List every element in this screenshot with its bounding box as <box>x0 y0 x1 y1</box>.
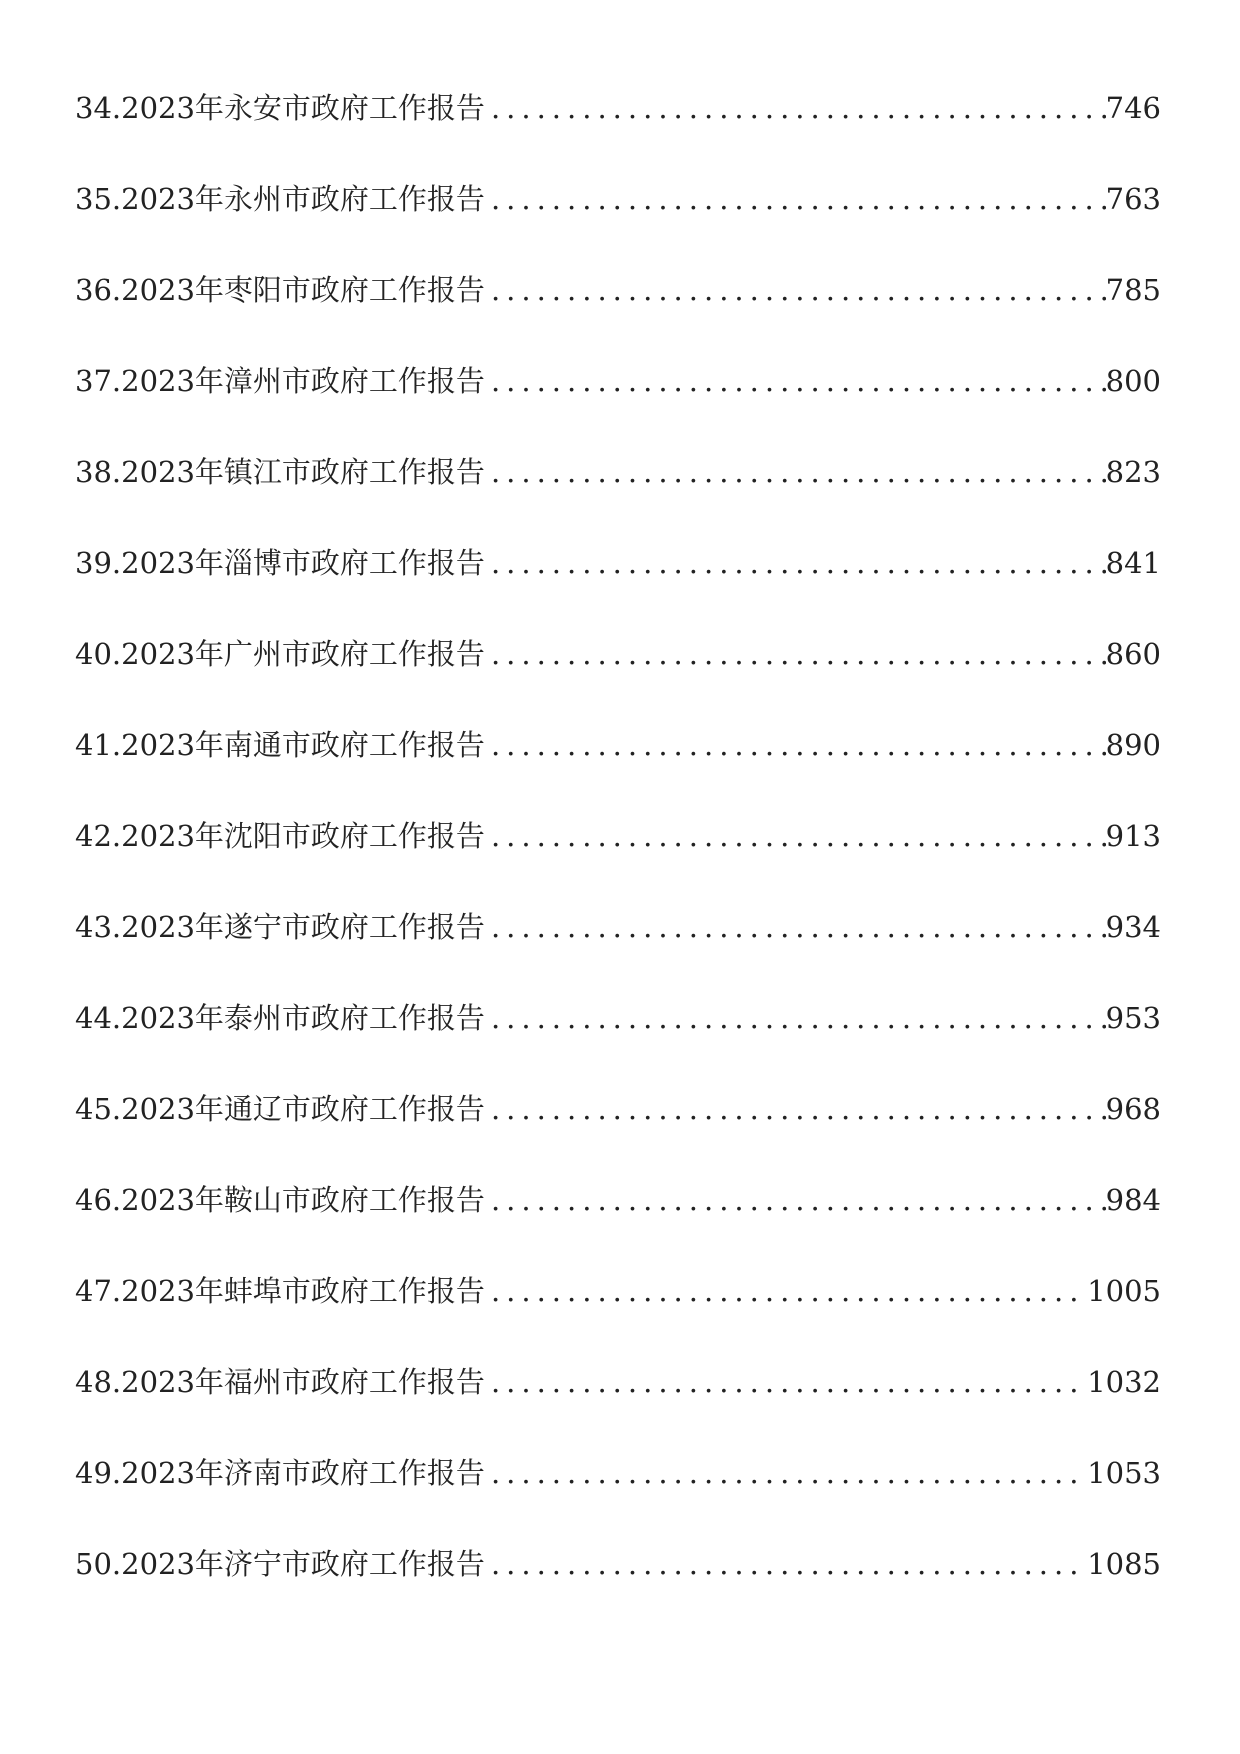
toc-entry-page-number: 968 <box>1105 1092 1161 1126</box>
toc-entry-46[interactable] <box>75 1178 1161 1269</box>
toc-dot-leader <box>485 728 1106 762</box>
toc-entry-49[interactable] <box>75 1451 1161 1542</box>
toc-entry-title: 50.2023年济宁市政府工作报告 <box>75 1547 485 1581</box>
toc-entry-41[interactable] <box>75 723 1161 814</box>
toc-entry-44[interactable] <box>75 996 1161 1087</box>
toc-entry-title: 44.2023年泰州市政府工作报告 <box>75 1001 485 1035</box>
toc-entry-47[interactable] <box>75 1269 1161 1360</box>
toc-entry-page-number: 934 <box>1105 910 1161 944</box>
toc-dot-leader <box>485 1001 1106 1035</box>
toc-entry-title: 35.2023年永州市政府工作报告 <box>75 182 485 216</box>
toc-dot-leader <box>485 1092 1106 1126</box>
toc-dot-leader <box>485 819 1106 853</box>
toc-entry-title: 46.2023年鞍山市政府工作报告 <box>75 1183 485 1217</box>
toc-entry-page-number: 913 <box>1105 819 1161 853</box>
toc-dot-leader <box>485 1274 1087 1308</box>
toc-entry-page-number: 984 <box>1105 1183 1161 1217</box>
toc-entry-34[interactable] <box>75 86 1161 177</box>
toc-entry-page-number: 746 <box>1105 91 1161 125</box>
toc-dot-leader <box>485 1547 1087 1581</box>
toc-dot-leader <box>485 546 1106 580</box>
toc-entry-title: 40.2023年广州市政府工作报告 <box>75 637 485 671</box>
toc-entry-title: 39.2023年淄博市政府工作报告 <box>75 546 485 580</box>
toc-entry-45[interactable] <box>75 1087 1161 1178</box>
toc-entry-39[interactable] <box>75 541 1161 632</box>
toc-entry-page-number: 763 <box>1105 182 1161 216</box>
toc-entry-title: 42.2023年沈阳市政府工作报告 <box>75 819 485 853</box>
toc-dot-leader <box>485 637 1106 671</box>
table-of-contents <box>75 86 1161 1633</box>
toc-entry-title: 47.2023年蚌埠市政府工作报告 <box>75 1274 485 1308</box>
toc-dot-leader <box>485 1456 1087 1490</box>
toc-entry-title: 43.2023年遂宁市政府工作报告 <box>75 910 485 944</box>
toc-entry-page-number: 1053 <box>1087 1456 1161 1490</box>
toc-entry-title: 41.2023年南通市政府工作报告 <box>75 728 485 762</box>
toc-entry-page-number: 890 <box>1105 728 1161 762</box>
toc-entry-page-number: 953 <box>1105 1001 1161 1035</box>
toc-dot-leader <box>485 364 1106 398</box>
toc-entry-page-number: 785 <box>1105 273 1161 307</box>
toc-entry-42[interactable] <box>75 814 1161 905</box>
toc-entry-35[interactable] <box>75 177 1161 268</box>
toc-entry-page-number: 823 <box>1105 455 1161 489</box>
toc-entry-page-number: 860 <box>1105 637 1161 671</box>
toc-dot-leader <box>485 910 1106 944</box>
toc-entry-page-number: 1032 <box>1087 1365 1161 1399</box>
toc-entry-page-number: 1005 <box>1087 1274 1161 1308</box>
toc-entry-38[interactable] <box>75 450 1161 541</box>
toc-entry-50[interactable] <box>75 1542 1161 1633</box>
toc-entry-title: 34.2023年永安市政府工作报告 <box>75 91 485 125</box>
toc-entry-title: 38.2023年镇江市政府工作报告 <box>75 455 485 489</box>
toc-entry-48[interactable] <box>75 1360 1161 1451</box>
toc-entry-page-number: 1085 <box>1087 1547 1161 1581</box>
toc-entry-title: 49.2023年济南市政府工作报告 <box>75 1456 485 1490</box>
toc-entry-page-number: 800 <box>1105 364 1161 398</box>
toc-dot-leader <box>485 1183 1106 1217</box>
toc-dot-leader <box>485 273 1106 307</box>
toc-entry-page-number: 841 <box>1105 546 1161 580</box>
toc-dot-leader <box>485 182 1106 216</box>
toc-dot-leader <box>485 91 1106 125</box>
toc-entry-title: 36.2023年枣阳市政府工作报告 <box>75 273 485 307</box>
toc-entry-43[interactable] <box>75 905 1161 996</box>
toc-entry-36[interactable] <box>75 268 1161 359</box>
toc-entry-37[interactable] <box>75 359 1161 450</box>
toc-dot-leader <box>485 1365 1087 1399</box>
toc-entry-title: 48.2023年福州市政府工作报告 <box>75 1365 485 1399</box>
toc-entry-40[interactable] <box>75 632 1161 723</box>
toc-entry-title: 37.2023年漳州市政府工作报告 <box>75 364 485 398</box>
toc-entry-title: 45.2023年通辽市政府工作报告 <box>75 1092 485 1126</box>
toc-dot-leader <box>485 455 1106 489</box>
